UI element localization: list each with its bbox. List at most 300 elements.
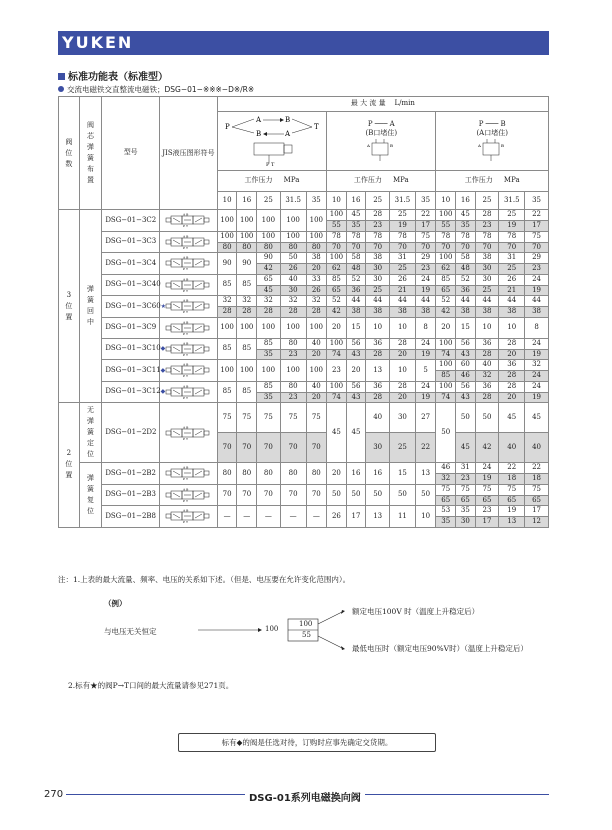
jis-symbol-cell xyxy=(160,381,218,403)
flow-value-cell: 26 xyxy=(390,274,416,285)
jis-symbol-cell xyxy=(160,296,218,318)
jis-symbol-cell xyxy=(160,506,218,528)
flow-value-cell: 33 xyxy=(306,274,327,285)
brand-logo: YUKEN xyxy=(62,33,134,52)
flow-value-cell: 85 xyxy=(436,371,456,382)
flow-value-cell: 70 xyxy=(327,242,347,253)
jis-symbol-cell xyxy=(160,360,218,382)
model-name: DSG−01−3C11 xyxy=(105,365,161,374)
flow-value-cell: 70 xyxy=(436,242,456,253)
flow-value-cell: 25 xyxy=(499,264,525,275)
flow-value-cell: 32 xyxy=(280,296,306,307)
footer-title: DSG-01系列电磁换向阀 xyxy=(245,789,365,804)
model-cell xyxy=(102,463,160,485)
flow-value-cell: 100 xyxy=(436,253,456,264)
model-name: DSG−01−3C9 xyxy=(105,322,157,331)
flow-value-cell: 70 xyxy=(237,433,257,463)
flow-value-cell: 40 xyxy=(280,274,306,285)
flow-value-cell: 32 xyxy=(306,296,327,307)
flow-value-cell: 35 xyxy=(436,517,456,528)
flow-value-cell: 23 xyxy=(280,349,306,360)
flow-value-cell: 24 xyxy=(525,274,549,285)
flow-value-cell: 40 xyxy=(499,433,525,463)
svg-text:A B: A B xyxy=(183,234,189,239)
flow-value-cell: 24 xyxy=(415,381,436,392)
jis-symbol-cell xyxy=(160,403,218,463)
table-row xyxy=(59,506,549,517)
model-cell xyxy=(102,231,160,253)
flow-value-cell: 40 xyxy=(306,381,327,392)
flow-value-cell: 43 xyxy=(346,392,366,403)
flow-value-cell: 36 xyxy=(475,338,499,349)
model-cell xyxy=(102,360,166,382)
flow-value-cell: 21 xyxy=(390,285,416,296)
model-name: DSG−01−3C3 xyxy=(105,237,157,245)
svg-text:P T: P T xyxy=(183,352,189,357)
flow-value-cell: 25 xyxy=(366,285,390,296)
flow-value-cell: 38 xyxy=(306,253,327,264)
flow-value-cell: 36 xyxy=(366,338,390,349)
flow-value-cell: 70 xyxy=(456,242,476,253)
flow-value-cell: 44 xyxy=(415,296,436,307)
model-name: DSG−01−2B8 xyxy=(105,511,157,520)
svg-text:P T: P T xyxy=(183,477,189,482)
valve-symbol-icon xyxy=(165,299,211,313)
flow-value-cell: — xyxy=(306,506,327,528)
flow-value-cell: 30 xyxy=(366,274,390,285)
svg-text:B: B xyxy=(255,130,262,138)
flow-value-cell: 40 xyxy=(475,360,499,371)
flow-value-cell: 100 xyxy=(280,210,306,232)
flow-value-cell: 20 xyxy=(306,349,327,360)
flow-value-cell: 19 xyxy=(499,221,525,232)
flow-value-cell: 50 xyxy=(456,403,476,433)
svg-text:A B: A B xyxy=(183,487,189,492)
model-cell xyxy=(102,210,160,232)
svg-text:A B: A B xyxy=(183,298,189,303)
model-name: DSG−01−3C60 xyxy=(105,301,161,310)
position-2-cell xyxy=(59,403,80,528)
flow-value-cell: 24 xyxy=(525,338,549,349)
flow-value-cell: 10 xyxy=(390,360,416,382)
flow-value-cell: 43 xyxy=(456,392,476,403)
flow-value-cell: 65 xyxy=(257,274,281,285)
flow-value-cell: 24 xyxy=(525,381,549,392)
flow-value-cell: 100 xyxy=(237,317,257,338)
flow-value-cell: 48 xyxy=(456,264,476,275)
flow-value-cell: 23 xyxy=(415,264,436,275)
flow-value-cell: 17 xyxy=(475,517,499,528)
flow-value-cell: 28 xyxy=(366,349,390,360)
flow-value-cell: 70 xyxy=(346,242,366,253)
flow-value-cell: 26 xyxy=(327,506,347,528)
flow-value-cell: 85 xyxy=(257,381,281,392)
flow-value-cell: 100 xyxy=(217,360,237,382)
flow-value-cell: 30 xyxy=(390,403,416,433)
flow-value-cell: 78 xyxy=(499,231,525,242)
valve-symbol-icon xyxy=(165,213,211,227)
flow-value-cell: 38 xyxy=(525,307,549,318)
flow-value-cell: 23 xyxy=(475,506,499,517)
model-cell xyxy=(102,317,160,338)
flow-value-cell: 50 xyxy=(346,484,366,506)
flow-value-cell: 100 xyxy=(280,360,306,382)
flow-value-cell: 70 xyxy=(306,484,327,506)
flow-value-cell: 42 xyxy=(475,433,499,463)
flow-value-cell: 85 xyxy=(217,274,237,296)
model-name: DSG−01−3C40 xyxy=(105,280,161,288)
flow-value-cell: 50 xyxy=(475,403,499,433)
example-label: （例） xyxy=(104,599,127,608)
svg-text:A B: A B xyxy=(183,255,189,260)
flow-value-cell: 100 xyxy=(327,253,347,264)
flow-value-cell: 23 xyxy=(456,474,476,485)
flow-value-cell: 65 xyxy=(436,285,456,296)
flow-value-cell: 42 xyxy=(327,307,347,318)
jis-symbol-cell xyxy=(160,463,218,485)
flow-value-cell: 13 xyxy=(415,463,436,485)
svg-text:A B: A B xyxy=(183,425,189,429)
pressure-header-cell: 25 xyxy=(366,192,390,210)
flow-value-cell: 50 xyxy=(327,484,347,506)
valve-symbol-icon xyxy=(165,321,211,335)
flow-value-cell: 28 xyxy=(499,381,525,392)
flow-value-cell: 19 xyxy=(499,506,525,517)
flow-value-cell: 85 xyxy=(217,381,237,403)
model-cell xyxy=(102,506,160,528)
flow-value-cell: 19 xyxy=(525,392,549,403)
flow-value-cell: 28 xyxy=(499,371,525,382)
flow-value-cell: 100 xyxy=(306,210,327,232)
flow-value-cell: 32 xyxy=(237,296,257,307)
flow-value-cell: 75 xyxy=(415,231,436,242)
flow-value-cell: 10 xyxy=(366,317,390,338)
flow-value-cell: 100 xyxy=(306,231,327,242)
flow-value-cell: 38 xyxy=(456,307,476,318)
flow-value-cell: 17 xyxy=(525,221,549,232)
svg-text:A B: A B xyxy=(183,384,189,389)
flow-value-cell: 78 xyxy=(456,231,476,242)
flow-value-cell: 78 xyxy=(366,231,390,242)
svg-text:A B: A B xyxy=(183,508,189,513)
flow-value-cell: 45 xyxy=(456,433,476,463)
svg-text:A: A xyxy=(367,142,371,148)
flow-value-cell: 28 xyxy=(475,349,499,360)
flow-value-cell: 25 xyxy=(390,264,416,275)
example-left-text: 与电压无关恒定 xyxy=(104,627,157,636)
flow-value-cell: 60 xyxy=(456,360,476,371)
svg-text:A B: A B xyxy=(183,212,189,217)
flow-value-cell: 65 xyxy=(475,495,499,506)
flow-value-cell: 65 xyxy=(327,285,347,296)
flow-value-cell: 75 xyxy=(456,484,476,495)
flow-value-cell: 38 xyxy=(415,307,436,318)
flow-value-cell: 16 xyxy=(346,463,366,485)
valve-symbol-icon xyxy=(165,256,211,270)
model-cell xyxy=(102,381,166,403)
model-name: DSG−01−2B2 xyxy=(105,468,157,477)
flow-value-cell: 74 xyxy=(436,392,456,403)
section-title-text: 标准功能表（标准型） xyxy=(68,72,168,83)
flow-value-cell: 44 xyxy=(499,296,525,307)
flow-value-cell: 40 xyxy=(306,338,327,349)
flow-value-cell: 25 xyxy=(390,433,416,463)
flow-value-cell: 100 xyxy=(217,317,237,338)
flow-value-cell: 25 xyxy=(390,210,416,221)
flow-value-cell: 19 xyxy=(525,349,549,360)
flow-value-cell: 56 xyxy=(456,381,476,392)
flow-value-cell: 44 xyxy=(456,296,476,307)
flow-value-cell: 8 xyxy=(415,317,436,338)
selection-note-box: 标有◆的阀是任选对待，订购时应事先确定交货期。 xyxy=(178,733,436,752)
valve-symbol-icon xyxy=(165,488,211,502)
flow-value-cell: 17 xyxy=(415,221,436,232)
svg-text:A B: A B xyxy=(183,465,189,470)
flow-value-cell: 45 xyxy=(346,403,366,463)
flow-value-cell: 42 xyxy=(436,307,456,318)
flow-value-cell: 100 xyxy=(257,210,281,232)
flow-value-cell: 62 xyxy=(436,264,456,275)
pressure-header-cell: 10 xyxy=(436,192,456,210)
pressure-header-cell: 31.5 xyxy=(390,192,416,210)
flow-value-cell: 90 xyxy=(257,253,281,264)
flow-value-cell: 74 xyxy=(436,349,456,360)
spring-center-text: 弹簧回中 xyxy=(86,285,94,326)
flow-value-cell: 52 xyxy=(456,274,476,285)
flow-value-cell: 46 xyxy=(436,463,456,474)
flow-value-cell: 28 xyxy=(306,307,327,318)
flow-value-cell: 80 xyxy=(237,242,257,253)
flow-value-cell: 80 xyxy=(280,338,306,349)
flow-value-cell: 100 xyxy=(436,381,456,392)
flow-value-cell: 42 xyxy=(257,264,281,275)
position-2-text: 2位置 xyxy=(65,449,73,480)
spring-return-text: 弹簧复位 xyxy=(86,473,94,515)
flow-value-cell: 5 xyxy=(415,360,436,382)
flow-value-cell: 19 xyxy=(390,221,416,232)
flow-value-cell: 85 xyxy=(237,381,257,403)
table-row xyxy=(59,274,549,285)
model-cell xyxy=(102,296,167,318)
flow-value-cell: 80 xyxy=(280,381,306,392)
flow-value-cell: 75 xyxy=(237,403,257,433)
example-top-value: 100 xyxy=(299,620,313,628)
flow-value-cell: 30 xyxy=(456,517,476,528)
flow-value-cell: 28 xyxy=(257,307,281,318)
svg-text:B: B xyxy=(501,142,505,148)
svg-text:P T: P T xyxy=(183,310,189,315)
flow-value-cell: 25 xyxy=(475,285,499,296)
flow-value-cell: 36 xyxy=(499,360,525,371)
header-jis-symbol: JIS液压图形符号 xyxy=(160,97,218,210)
flow-value-cell: 38 xyxy=(366,307,390,318)
flow-value-cell: 38 xyxy=(475,253,499,264)
flow-value-cell: 45 xyxy=(327,403,347,463)
flow-value-cell: 45 xyxy=(499,403,525,433)
table-row xyxy=(59,338,549,349)
p-b-symbol-icon xyxy=(477,139,507,163)
flow-value-cell: 30 xyxy=(366,264,390,275)
flow-value-cell: 80 xyxy=(217,463,237,485)
flow-value-cell: 85 xyxy=(217,338,237,360)
svg-text:P T: P T xyxy=(183,520,189,525)
table-row xyxy=(59,231,549,242)
svg-text:A B: A B xyxy=(183,277,189,282)
flow-value-cell: 48 xyxy=(346,264,366,275)
flow-value-cell: 50 xyxy=(366,484,390,506)
flow-value-cell: 70 xyxy=(366,242,390,253)
svg-text:P T: P T xyxy=(183,288,189,293)
flow-value-cell: 22 xyxy=(415,210,436,221)
flow-value-cell: 52 xyxy=(436,296,456,307)
spring-center-cell xyxy=(79,210,102,403)
flow-value-cell: 38 xyxy=(475,307,499,318)
flow-value-cell: 100 xyxy=(436,210,456,221)
flow-value-cell: 28 xyxy=(366,210,390,221)
flow-value-cell: 23 xyxy=(366,221,390,232)
flow-value-cell: 56 xyxy=(346,381,366,392)
flow-value-cell: 70 xyxy=(525,242,549,253)
flow-value-cell: 30 xyxy=(280,285,306,296)
jis-symbol-cell xyxy=(160,317,218,338)
flow-value-cell: 10 xyxy=(415,506,436,528)
flow-value-cell: 70 xyxy=(280,484,306,506)
flow-value-cell: 32 xyxy=(217,296,237,307)
flow-value-cell: — xyxy=(237,506,257,528)
flow-value-cell: 70 xyxy=(306,433,327,463)
jis-symbol-cell xyxy=(160,274,218,296)
flow-value-cell: 80 xyxy=(306,463,327,485)
header-max-flow: 最 大 流 量 L/min xyxy=(217,97,548,112)
flow-value-cell: 46 xyxy=(456,371,476,382)
flow-value-cell: 38 xyxy=(499,307,525,318)
pressure-header-cell: 35 xyxy=(525,192,549,210)
flow-value-cell: 100 xyxy=(237,210,257,232)
table-row xyxy=(59,317,549,328)
flow-value-cell: 44 xyxy=(475,296,499,307)
svg-text:P T: P T xyxy=(265,162,275,168)
flow-value-cell: 80 xyxy=(257,242,281,253)
flow-value-cell: 40 xyxy=(366,403,390,433)
flow-value-cell: 70 xyxy=(390,242,416,253)
svg-text:P: P xyxy=(224,123,230,131)
svg-text:P T: P T xyxy=(183,498,189,503)
flow-value-cell: 53 xyxy=(436,506,456,517)
example-value: 100 xyxy=(265,625,279,633)
svg-text:P T: P T xyxy=(183,267,189,272)
flow-value-cell: 29 xyxy=(525,253,549,264)
flow-value-cell: 22 xyxy=(525,210,549,221)
svg-text:A B: A B xyxy=(183,341,189,346)
flow-value-cell: 18 xyxy=(499,474,525,485)
jis-symbol-cell xyxy=(160,484,218,506)
model-cell xyxy=(102,403,160,463)
flow-value-cell: 28 xyxy=(390,381,416,392)
example-bottom-value: 55 xyxy=(302,631,311,639)
flow-value-cell: 44 xyxy=(346,296,366,307)
flow-value-cell: 35 xyxy=(257,349,281,360)
flow-value-cell: 65 xyxy=(456,495,476,506)
flow-value-cell: 19 xyxy=(475,474,499,485)
valve-symbol-icon xyxy=(165,235,211,249)
flow-value-cell: 32 xyxy=(525,360,549,371)
flow-value-cell: 65 xyxy=(436,495,456,506)
flow-value-cell: 78 xyxy=(390,231,416,242)
pressure-header-cell: 35 xyxy=(306,192,327,210)
flow-value-cell: 38 xyxy=(366,253,390,264)
dot-bullet-icon xyxy=(58,86,64,92)
jis-symbol-cell xyxy=(160,338,218,360)
spec-mark-icon: ◆ xyxy=(160,366,166,374)
flow-value-cell: 13 xyxy=(366,506,390,528)
model-cell xyxy=(102,338,166,360)
flow-value-cell: 31 xyxy=(499,253,525,264)
flow-value-cell: 55 xyxy=(436,221,456,232)
jis-symbol-cell xyxy=(160,231,218,253)
flow-value-cell: 19 xyxy=(415,285,436,296)
flow-value-cell: 35 xyxy=(456,506,476,517)
flow-value-cell: 23 xyxy=(475,221,499,232)
flow-value-cell: 100 xyxy=(257,360,281,382)
flow-value-cell: 70 xyxy=(257,484,281,506)
flow-value-cell: 15 xyxy=(346,317,366,338)
flow-value-cell: 90 xyxy=(217,253,237,275)
flow-value-cell: 45 xyxy=(525,403,549,433)
flow-value-cell: 20 xyxy=(327,317,347,338)
flow-value-cell: 74 xyxy=(327,392,347,403)
flow-value-cell: 78 xyxy=(327,231,347,242)
flow-value-cell: 100 xyxy=(436,338,456,349)
flow-value-cell: 52 xyxy=(327,296,347,307)
table-row xyxy=(59,253,549,264)
flow-value-cell: 80 xyxy=(280,242,306,253)
flow-value-cell: 36 xyxy=(366,381,390,392)
pressure-header-cell: 25 xyxy=(257,192,281,210)
flow-value-cell: 50 xyxy=(436,403,456,463)
flow-value-cell: 44 xyxy=(366,296,390,307)
flow-value-cell: 75 xyxy=(525,231,549,242)
flow-value-cell: 62 xyxy=(327,264,347,275)
flow-value-cell: 40 xyxy=(525,433,549,463)
svg-text:A: A xyxy=(255,116,262,124)
flow-value-cell: 75 xyxy=(257,403,281,433)
flow-value-cell: 8 xyxy=(525,317,549,338)
flow-value-cell: 25 xyxy=(499,210,525,221)
svg-text:P T: P T xyxy=(183,331,189,336)
flow-value-cell: 100 xyxy=(237,231,257,242)
flow-value-cell: 45 xyxy=(257,285,281,296)
flow-value-cell: 38 xyxy=(390,307,416,318)
subtitle-text: 交流电磁铁交直整流电磁铁；DSG−01−※※※−D※/R※ xyxy=(67,85,255,94)
flow-value-cell: 100 xyxy=(327,210,347,221)
svg-text:A B: A B xyxy=(183,362,189,367)
flow-value-cell: 17 xyxy=(525,506,549,517)
flow-value-cell: 32 xyxy=(257,296,281,307)
p-a-symbol-icon xyxy=(366,139,396,163)
flow-value-cell: 100 xyxy=(257,317,281,338)
flow-value-cell: 28 xyxy=(475,210,499,221)
flow-value-cell: 20 xyxy=(499,349,525,360)
model-name: DSG−01−3C2 xyxy=(105,215,157,224)
flow-value-cell: 85 xyxy=(436,274,456,285)
min-voltage-note: 最低电压时（额定电压90%V时）（温度上升稳定后） xyxy=(352,644,528,653)
flow-value-cell: 44 xyxy=(525,296,549,307)
pressure-header-cell: 10 xyxy=(327,192,347,210)
flow-value-cell: 44 xyxy=(390,296,416,307)
flow-value-cell: 24 xyxy=(415,338,436,349)
flow-condition-both xyxy=(217,112,326,171)
flow-value-cell: 20 xyxy=(346,360,366,382)
